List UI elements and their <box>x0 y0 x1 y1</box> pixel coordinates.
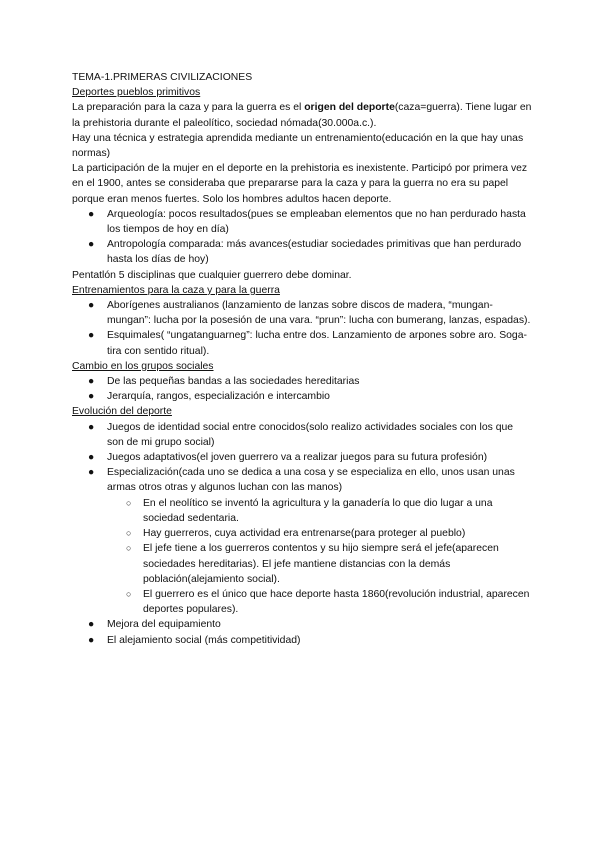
sub-bullet-list <box>72 496 532 618</box>
bullet-icon: ● <box>88 300 95 312</box>
list-item <box>72 328 532 358</box>
list-item-text: El guerrero es el único que hace deporte hasta 1860(revolución industrial, aparecen deportes populares). <box>143 588 530 616</box>
paragraph-origen-deporte <box>72 100 532 130</box>
section-heading-deportes-primitivos: Deportes pueblos primitivos <box>72 87 201 99</box>
paragraph-text: La preparación para la caza y para la guerra es el <box>72 102 305 114</box>
sub-list-item <box>72 541 532 587</box>
hollow-bullet-icon: ○ <box>126 543 132 554</box>
bullet-icon: ● <box>88 239 95 251</box>
list-item-text: El alejamiento social (más competitividad) <box>107 634 301 646</box>
section-heading-entrenamientos: Entrenamientos para la caza y para la guerra <box>72 284 280 296</box>
list-item-text: Mejora del equipamiento <box>107 619 221 631</box>
list-item-text: Hay guerreros, cuya actividad era entrenarse(para proteger al pueblo) <box>143 528 466 540</box>
bullet-list <box>72 298 532 359</box>
list-item-text: Esquimales( “ungatanguarneg”: lucha entre dos. Lanzamiento de arpones sobre aro. Soga-tira con sentido ritual). <box>107 330 527 357</box>
list-item-text: Antropología comparada: más avances(estudiar sociedades primitivas que han perdurado hasta los días de hoy) <box>107 239 522 266</box>
paragraph-mujer: La participación de la mujer en el deporte en la prehistoria es inexistente. Participó por primera vez en el 1900, antes se consideraba que prepararse para la caza y para la guerra no era su papel porque eran menos fuertes. Solo los hombres adultos hacen deporte. <box>72 163 528 205</box>
list-item-text: Arqueología: pocos resultados(pues se empleaban elementos que no han perdurado hasta los tiempos de hoy en día) <box>107 208 526 236</box>
hollow-bullet-icon: ○ <box>126 588 132 599</box>
list-item <box>72 450 532 465</box>
bullet-list <box>72 374 532 404</box>
bullet-icon: ● <box>88 391 95 403</box>
bullet-list <box>72 207 532 268</box>
paragraph-text: (caza=guerra). Tiene lugar en la prehistoria durante el paleolítico, sociedad nómada(30.000a.c.). <box>72 102 532 129</box>
list-item-text: El jefe tiene a los guerreros contentos y su hijo siempre será el jefe(aparecen sociedades hereditarias). El jefe mantiene distancias con la demás población(alejamiento social). <box>143 543 499 585</box>
paragraph-tecnica: Hay una técnica y estrategia aprendida mediante un entrenamiento(educación en la que hay unas normas) <box>72 132 524 160</box>
sub-list-item <box>72 496 532 526</box>
list-item <box>72 389 532 404</box>
list-item <box>72 465 532 617</box>
bullet-icon: ● <box>88 376 95 388</box>
list-item <box>72 298 532 328</box>
list-item-text: Juegos adaptativos(el joven guerrero va a realizar juegos para su futura profesión) <box>107 452 488 464</box>
hollow-bullet-icon: ○ <box>126 528 132 539</box>
section-heading-cambio-grupos: Cambio en los grupos sociales <box>72 360 214 372</box>
sub-list-item <box>72 587 532 617</box>
list-item-text: Especialización(cada uno se dedica a una cosa y se especializa en ello, unos usan unas armas otros otras y algunos luchan con las manos) <box>107 467 515 494</box>
bullet-icon: ● <box>88 452 95 464</box>
sub-list-item <box>72 526 532 541</box>
list-item-text: Aborígenes australianos (lanzamiento de lanzas sobre discos de madera, “mungan-mungan”: lucha por la posesión de una vara. “prun”: lucha con bumerang, lanzas, espadas). <box>107 300 531 327</box>
bullet-icon: ● <box>88 467 95 479</box>
list-item <box>72 207 532 237</box>
list-item <box>72 237 532 267</box>
bullet-icon: ● <box>88 421 95 433</box>
bullet-icon: ● <box>88 634 95 646</box>
list-item <box>72 420 532 450</box>
document-page <box>72 70 532 648</box>
list-item <box>72 633 532 648</box>
list-item-text: En el neolítico se inventó la agricultura y la ganadería lo que dio lugar a una sociedad sedentaria. <box>143 497 493 524</box>
bullet-icon: ● <box>88 619 95 631</box>
bullet-icon: ● <box>88 208 95 220</box>
bullet-list <box>72 420 532 648</box>
list-item <box>72 374 532 389</box>
section-heading-evolucion: Evolución del deporte <box>72 406 172 418</box>
bold-term: origen del deporte <box>304 102 395 114</box>
list-item-text: Juegos de identidad social entre conocidos(solo realizo actividades sociales con los que son de mi grupo social) <box>107 421 514 448</box>
bullet-icon: ● <box>88 330 95 342</box>
paragraph-pentatlon: Pentatlón 5 disciplinas que cualquier guerrero debe dominar. <box>72 269 352 281</box>
hollow-bullet-icon: ○ <box>126 497 132 508</box>
list-item <box>72 617 532 632</box>
list-item-text: De las pequeñas bandas a las sociedades hereditarias <box>107 376 360 388</box>
doc-title: TEMA-1.PRIMERAS CIVILIZACIONES <box>72 72 253 83</box>
list-item-text: Jerarquía, rangos, especialización e intercambio <box>107 391 330 403</box>
